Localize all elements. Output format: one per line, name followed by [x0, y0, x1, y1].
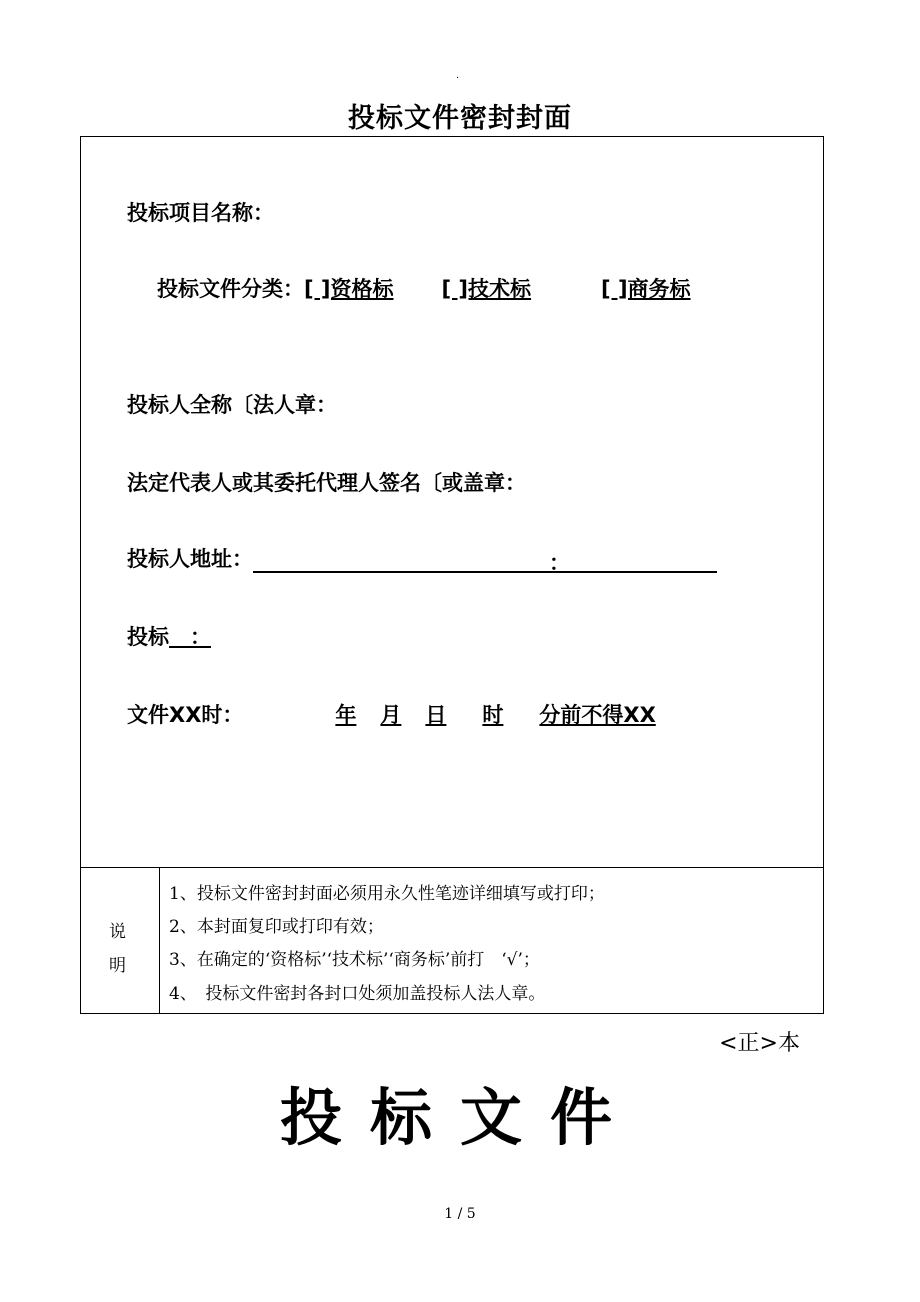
category-row [157, 273, 691, 303]
bid-colon: ： [190, 625, 211, 649]
open-time-row [127, 699, 656, 729]
address-colon: ： [549, 551, 570, 575]
note-item-3: 3、在确定的‘资格标’‘技术标’‘商务标’前打 ‘√’； [169, 950, 540, 970]
notes-label-1: 说 [109, 922, 126, 942]
notes-label-2: 明 [109, 956, 126, 976]
bidder-name-label: 投标人全称〔法人章： [127, 393, 337, 417]
note-item-1: 1、投标文件密封封面必须用永久性笔迹详细填写或打印； [169, 884, 605, 904]
header-dot: . [456, 70, 460, 81]
address-row [127, 543, 717, 573]
bid-label: 投标 [127, 625, 169, 649]
bid-row [127, 621, 211, 651]
category-qualification: [ ]资格标 [304, 277, 394, 301]
notes-divider [81, 867, 823, 868]
day-label: 日 [425, 703, 447, 727]
signature-label: 法定代表人或其委托代理人签名〔或盖章： [127, 471, 526, 495]
notes-column-divider [159, 867, 160, 1013]
project-name-label: 投标项目名称： [127, 201, 274, 225]
page-number: 1 / 5 [444, 1206, 476, 1222]
category-options [304, 277, 691, 301]
address-label: 投标人地址： [127, 547, 253, 571]
open-time-label: 文件XX时： [127, 703, 244, 727]
category-technical: [ ]技术标 [441, 277, 532, 301]
category-label: 投标文件分类： [157, 277, 304, 301]
open-time-blank [243, 703, 655, 727]
note-item-4: 4、 投标文件密封各封口处须加盖投标人法人章。 [169, 984, 546, 1004]
big-title: 投标文件 [279, 1081, 640, 1154]
address-line [253, 547, 717, 573]
hour-label: 时 [482, 703, 504, 727]
category-commercial: [ ]商务标 [601, 277, 691, 301]
month-label: 月 [380, 703, 402, 727]
page-title: 投标文件密封封面 [348, 103, 572, 134]
bid-blank [169, 625, 211, 649]
seal-form [80, 136, 824, 1014]
note-item-2: 2、本封面复印或打印有效； [169, 917, 384, 937]
copy-type: <正>本 [719, 1031, 800, 1056]
year-label: 年 [335, 703, 357, 727]
minute-suffix: 分前不得XX [539, 703, 656, 727]
